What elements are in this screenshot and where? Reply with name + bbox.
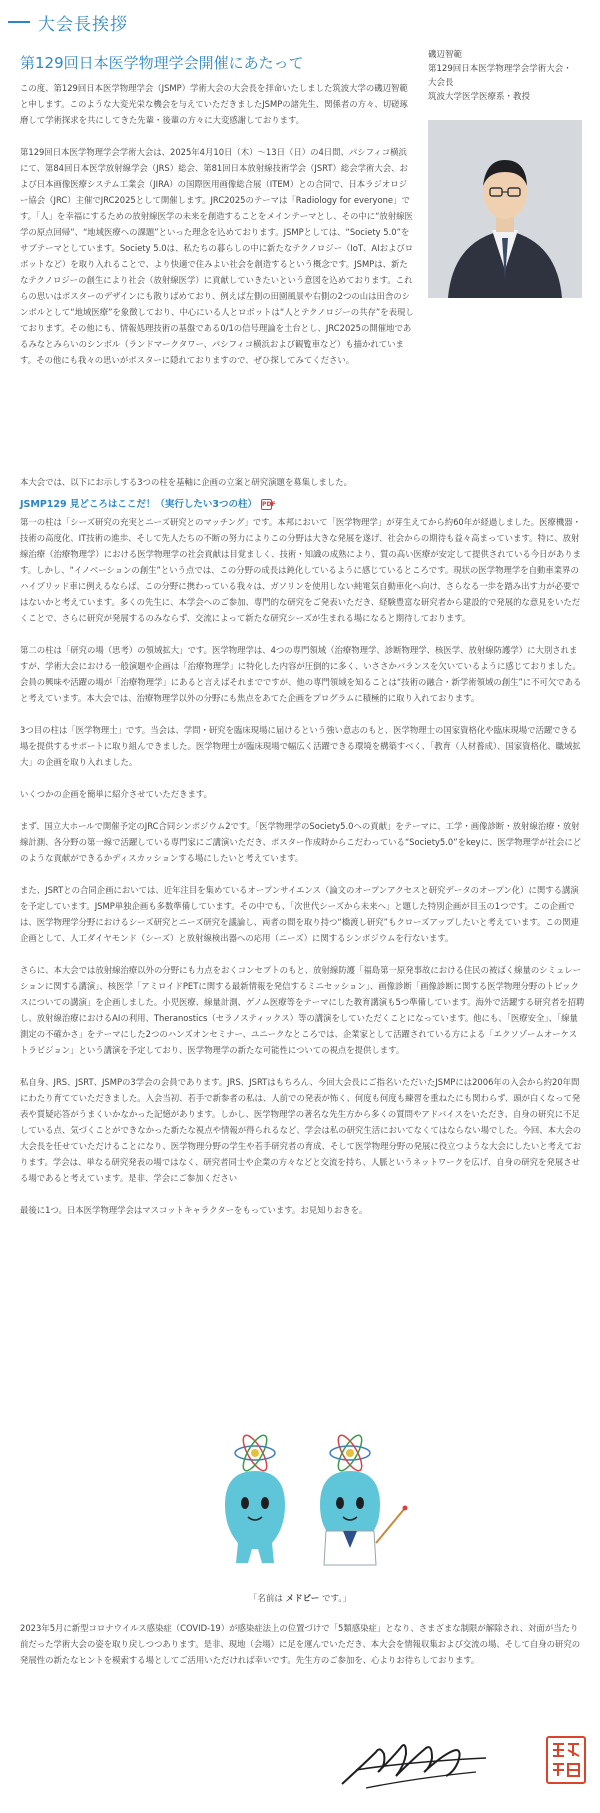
section-header <box>0 10 600 40</box>
seal-stamp <box>546 1736 586 1784</box>
caption-suffix: です。」 <box>319 1594 352 1604</box>
paragraph-joint-program: また、JSRTとの合同企画においては、近年注目を集めているオープンサイエンス（論文のオープンアクセスと研究データのオープン化）に関する講演を予定しています。JSMP単独企画も多数準備しています。その中でも、「次世代シーズから未来へ」と題した特別企画が目玉の1つです。この企画では、医学物理学分野におけるシーズ研究とニーズ研究を議論し、両者の間を取り持つ“橋渡し研究”もクローズアップしたいと考えています。この関連企画として、人工ダイヤモンド（シーズ）と放射線検出器への応用（ニーズ）に関するシンポジウムを行ないます。 <box>20 885 579 943</box>
profile-affiliation: 筑波大学医学医療系・教授 <box>428 92 531 102</box>
pillars-heading <box>20 496 276 510</box>
paragraph-pillar-1: 第一の柱は「シーズ研究の充実とニーズ研究とのマッチング」です。本邦において「医学物理学」が芽生えてから約60年が経過しました。医療機器・技術の高度化、IT技術の進歩、そして先人たちの不断の努力によりこの分野は大きな発展を遂げ、社会からの期待も益々高まっています。特に、放射線治療（治療物理学）における医学物理学の社会貢献は目覚ましく、技術・知識の成熟により、質の高い医療が安定して提供されている今日があります。しかし、“イノベーションの創生”という点では、この分野の成長は鈍化しているように感じているところです。現状の医学物理学を自動車業界のハイブリッド車に例えるならば、この分野に携わっている我々は、ガソリンを使用しない純電気自動車化へ向け、さらなる一歩を踏み出す力が必要ではないかと考えています。多くの先生に、本学会へのご参加、専門的な研究をご発表いただき、経験豊富な研究者から建設的で発展的な意見をいただくことで、さらに研究が発展するのみならず、交流によって新たな研究シーズが生まれる場になると期待しております。 <box>20 517 581 623</box>
pillars-heading-text: JSMP129 見どころはここだ！（実行したい3つの柱） <box>20 499 258 510</box>
mascot-right <box>320 1433 408 1565</box>
paragraph-overview: 第129回日本医学物理学会学術大会は、2025年4月10日（木）〜13日（日）の4日間、パシフィコ横浜にて、第84回日本医学放射線学会（JRS）総会、第81回日本放射線技術学会（JSRT）総会学術大会、および日本画像医療システム工業会（JIRA）の国際医用画像総合展（ITEM）との合同で、日本ラジオロジー協会（JRC）主催でJRC2025として開催します。JRC2025のテーマは「Radiology for everyone」です。「人」を幸福にするための放射線医学の未来を創造することをメインテーマとし、その中に“放射線医学の原点回帰”、“地域医療への課題”といった理念を込めております。JSMPとしては、“Society 5.0”をサブテーマとしています。Society 5.0は、私たちの暮らしの中に新たなテクノロジー（IoT、AIおよびロボットなど）を取り入れることで、より快適で住みよい社会を創造するという概念です。JSMPは、新たなテクノロジーの創生により社会（放射線医学）に貢献していきたいという意図を込めております。これらの思いはポスターのデザインにも散りばめており、例えば左側の田園風景や右側の2つの山は田舎のシンボルとして“地域医療”を象徴しており、中心にいる人とロボットは“人とテクノロジーの共存”を表現しております。その他にも、情報処理技術の基盤である0/1の信号理論を土台とし、JRC2025の開催地であるみなとみらいのシンボル（ランドマークタワー、パシフィコ横浜および観覧車など）も描かれています。その他にも我々の思いがポスターに隠れておりますので、ぜひ探してみてください。 <box>20 147 414 365</box>
body-block-3 <box>20 1620 585 1684</box>
page-title: 大会長挨拶 <box>38 15 128 35</box>
portrait-photo <box>428 120 582 298</box>
mascot-left <box>225 1433 285 1563</box>
pdf-icon[interactable]: PDF <box>262 501 276 508</box>
subtitle: 第129回日本医学物理学会開催にあたって <box>20 54 304 72</box>
paragraph-pillars-intro: 本大会では、以下にお示しする3つの柱を基軸に企画の立案と研究演題を募集しました。 <box>20 477 352 487</box>
mascot-caption <box>0 1592 600 1604</box>
paragraph-mascot-intro: 最後に1つ。日本医学物理学会はマスコットキャラクターをもっています。お見知りおきを。 <box>20 1205 368 1215</box>
intro-block <box>20 80 414 384</box>
profile-name: 磯辺智範 <box>428 50 463 60</box>
paragraph-intro: この度、第129回日本医学物理学会（JSMP）学術大会の大会長を拝命いたしました筑波大学の磯辺智範と申します。このような大変光栄な機会を与えていただきましたJSMPの諸先生、関係者の方々、切磋琢磨して学術探求を共にしてきた先輩・後輩の方々に大変感謝しております。 <box>20 83 408 125</box>
profile-title: 第129回日本医学物理学会学術大会・大会長 <box>428 64 572 88</box>
paragraph-pillar-3: 3つ目の柱は「医学物理士」です。当会は、学問・研究を臨床現場に届けるという強い意志のもと、医学物理士の国家資格化や臨床現場で活躍できる場を提供するサポートに取り組んできました。医学物理士が臨床現場で幅広く活躍できる環境を構築すべく、「教育（人材養成）、国家資格化、職域拡大」の企画を取り入れました。 <box>20 725 581 767</box>
paragraph-closing: 2023年5月に新型コロナウイルス感染症（COVID-19）が感染症法上の位置づけで「5類感染症」となり、さまざまな制限が解除され、対面が当たり前だった学術大会の姿を取り戻しつつあります。是非、現地（会場）に足を運んでいただき、本大会を情報収集および交流の場、そして自身の研究の発展性の新たなヒントを模索する場としてご活用いただければ幸いです。先生方のご参加を、心よりお待ちしております。 <box>20 1623 581 1665</box>
signature <box>336 1732 496 1792</box>
paragraph-other-programs: さらに、本大会では放射線治療以外の分野にも力点をおくコンセプトのもと、放射線防護「福島第一原発事故における住民の被ばく線量のシミュレーションに関する講演」、核医学「アミロイドPETに関する最新情報を発信するミニセッション」、画像診断「画像診断に関する医学物理分野のトピックスについての講演」を企画しました。小児医療、線量計測、ゲノム医療等をテーマにした教育講演も5つ準備しています。海外で活躍する研究者を招聘し、放射線治療におけるAIの利用、Theranostics（セラノスティックス）等の講演をしていただくことになっています。他にも、「医療安全」、「線量測定の不確かさ」をテーマにした2つのハンズオンセミナー、ユニークなところでは、企業家として活躍されている方による「エクソゾームオーケストラビジョン」という講演を予定しており、医学物理学の新たな可能性についての視点を提供します。 <box>20 965 585 1055</box>
body-block-2 <box>20 514 585 1234</box>
paragraph-pillar-2: 第二の柱は「研究の場（思考）の領域拡大」です。医学物理学は、4つの専門領域（治療物理学、診断物理学、核医学、放射線防護学）に大別されますが、学術大会における一般演題や企画は「治療物理学」に特化した内容が圧倒的に多く、いささかバランスを欠いているように感じておりました。会員の興味や活躍の場が「治療物理学」にあると言えばそれまでですが、他の専門領域を知ることは“技術の融合・新学術領域の創生”に不可欠であると考えています。本大会では、治療物理学以外の分野にも焦点をあてた企画をプログラムに積極的に取り入れております。 <box>20 645 582 703</box>
profile <box>428 48 578 104</box>
paragraph-programs-intro: いくつかの企画を簡単に紹介させていただきます。 <box>20 789 212 799</box>
mascot-name: メドビー <box>285 1594 320 1604</box>
caption-prefix: 「名前は <box>248 1594 286 1604</box>
paragraph-symposium: まず、国立大ホールで開催予定のJRC合同シンポジウム2です。「医学物理学のSociety5.0への貢献」をテーマに、工学・画像診断・放射線治療・放射線計測、各分野の第一線で活躍している専門家にご講演いただき、ポスター作成時からこだわっている“Society5.0”をkeyに、医学物理学が社会にどのような貢献ができるかディスカッションする場にしたいと考えています。 <box>20 821 582 863</box>
mascot-illustration <box>200 1433 410 1583</box>
paragraph-personal: 私自身、JRS、JSRT、JSMPの3学会の会員であります。JRS、JSRTはもちろん、今回大会長にご指名いただいたJSMPには2006年の入会から約20年間にわたり育てていただきました。入会当初、若手で新参者の私は、人前での発表が怖く、何度も何度も練習を重ねたにも関わらず、頭が白くなって発表や質疑応答がうまくいかなかった記憶があります。しかし、医学物理学の著名な先生方から多くの質問やアドバイスをいただき、自身の研究に不足している点、気づくことができなかった新たな視点や情報が得られるなど、学会は私の研究生活においてなくてはならない場でした。今回、本大会の大会長を任せていただけることになり、医学物理分野の学生や若手研究者の育成、そして医学物理分野の発展に役立つような大会にしたいと考えております。学会は、単なる研究発表の場ではなく、研究者同士や企業の方々などと交流を持ち、人脈というネットワークを広げ、自身の研究を発展させる場であると考えています。是非、学会にご参加ください <box>20 1077 582 1183</box>
header-bar <box>8 21 30 23</box>
